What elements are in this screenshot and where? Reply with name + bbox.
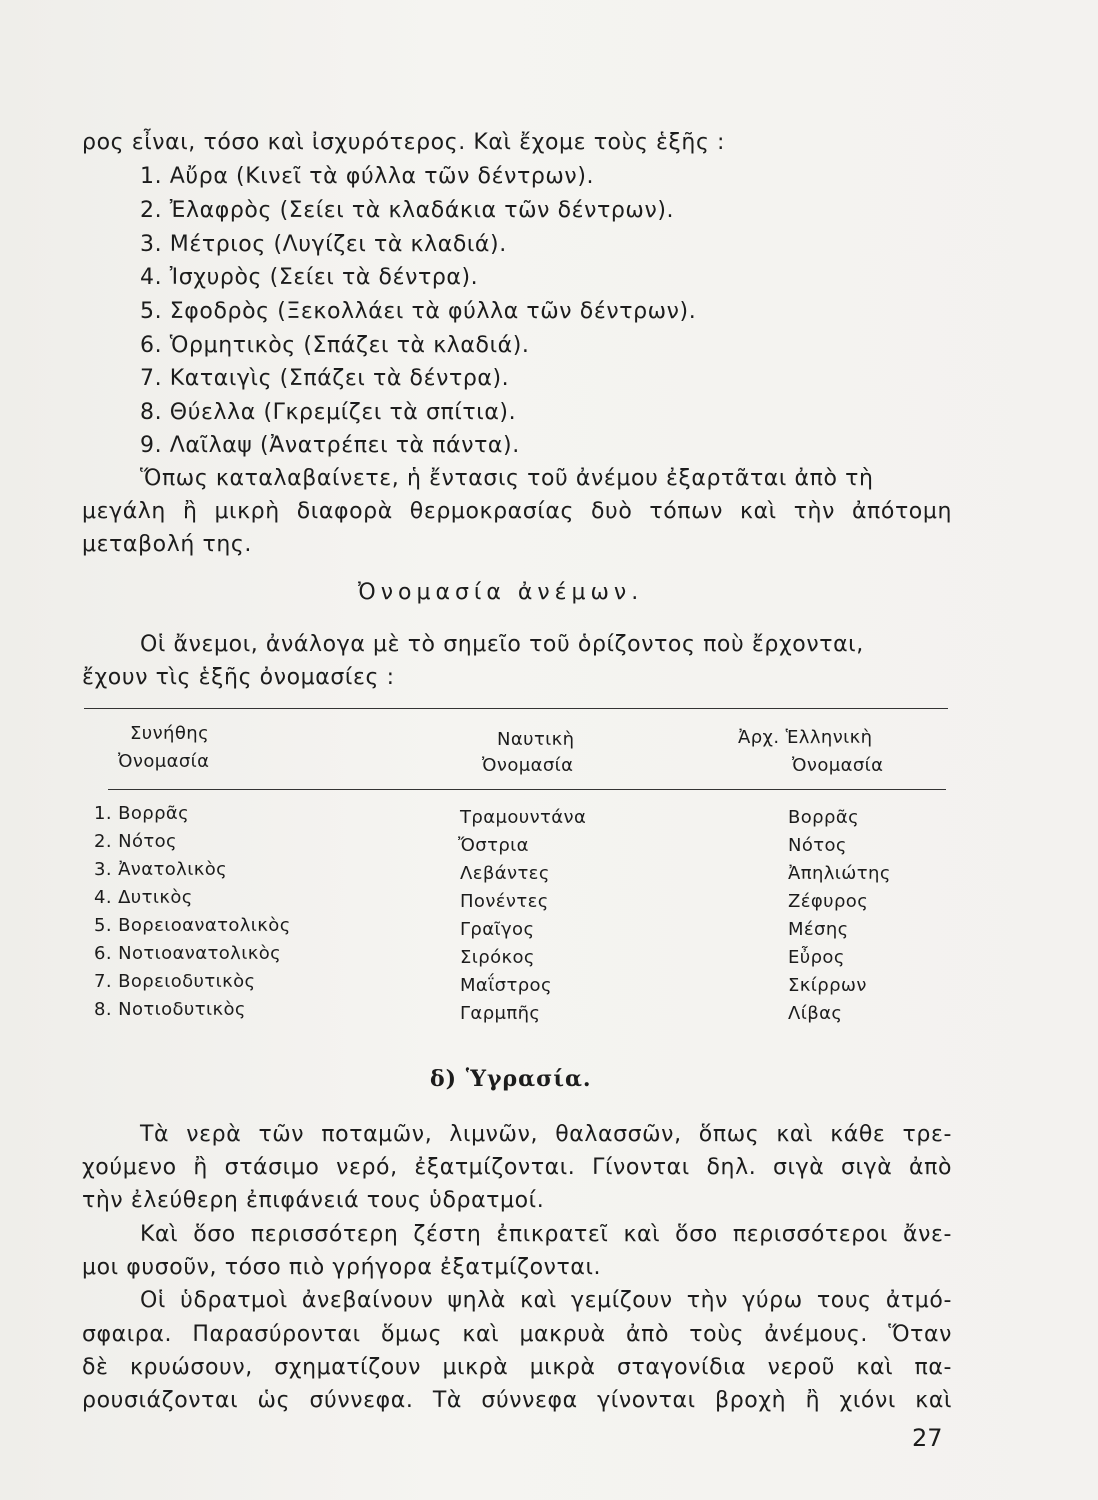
scale-item: 1. Αὔρα (Κινεῖ τὰ φύλλα τῶν δέντρων). bbox=[140, 164, 595, 189]
table-cell-common: 8. Νοτιοδυτικὸς bbox=[94, 999, 246, 1020]
table-header-nautical: Ναυτικὴ bbox=[497, 729, 575, 750]
section-title-humidity: δ) Ὑγρασία. bbox=[430, 1066, 592, 1092]
table-header-ancient: Ὀνομασία bbox=[792, 755, 884, 776]
table-cell-common: 2. Νότος bbox=[94, 831, 177, 852]
paragraph-line: τὴν ἐλεύθερη ἐπιφάνειά τους ὑδρατμοί. bbox=[82, 1188, 545, 1213]
table-cell-ancient: Ἀπηλιώτης bbox=[788, 863, 891, 884]
winds-heading: Ὀνομασία ἀνέμων. bbox=[358, 580, 644, 605]
table-cell-nautical: Πονέντες bbox=[460, 891, 549, 912]
paragraph-line: μοι φυσοῦν, τόσο πιὸ γρήγορα ἐξατμίζονται. bbox=[82, 1255, 602, 1280]
table-cell-nautical: Γραῖγος bbox=[460, 919, 535, 940]
scale-item: 3. Μέτριος (Λυγίζει τὰ κλαδιά). bbox=[140, 232, 507, 257]
scale-item: 6. Ὁρμητικὸς (Σπάζει τὰ κλαδιά). bbox=[140, 333, 530, 358]
paragraph-line: ἔχουν τὶς ἑξῆς ὀνομασίες : bbox=[82, 665, 395, 690]
table-cell-nautical: Λεβάντες bbox=[460, 863, 550, 884]
table-cell-common: 3. Ἀνατολικὸς bbox=[94, 859, 228, 880]
scale-item: 5. Σφοδρὸς (Ξεκολλάει τὰ φύλλα τῶν δέντρων). bbox=[140, 299, 697, 324]
table-cell-nautical: Σιρόκος bbox=[460, 947, 535, 968]
table-cell-nautical: Μαΐστρος bbox=[460, 975, 552, 996]
paragraph-line: σφαιρα. Παρασύρονται ὅμως καὶ μακρυὰ ἀπὸ τοὺς ἀνέμους. Ὅταν bbox=[82, 1322, 952, 1347]
table-cell-common: 1. Βορρᾶς bbox=[94, 803, 190, 824]
paragraph-line: Οἱ ἄνεμοι, ἀνάλογα μὲ τὸ σημεῖο τοῦ ὁρίζοντος ποὺ ἔρχονται, bbox=[140, 632, 864, 657]
scale-item: 9. Λαῖλαψ (Ἀνατρέπει τὰ πάντα). bbox=[140, 433, 520, 458]
table-cell-nautical: Γαρμπῆς bbox=[460, 1003, 541, 1024]
table-cell-common: 6. Νοτιοανατολικὸς bbox=[94, 943, 282, 964]
table-cell-ancient: Εὖρος bbox=[788, 947, 845, 968]
table-header-common: Συνήθης bbox=[130, 723, 210, 744]
paragraph-line: ρουσιάζονται ὡς σύννεφα. Τὰ σύννεφα γίνονται βροχὴ ἢ χιόνι καὶ bbox=[82, 1388, 952, 1413]
scale-item: 8. Θύελλα (Γκρεμίζει τὰ σπίτια). bbox=[140, 400, 517, 425]
table-cell-common: 5. Βορειοανατολικὸς bbox=[94, 915, 291, 936]
table-cell-ancient: Σκίρρων bbox=[788, 975, 867, 996]
table-cell-nautical: Ὄστρια bbox=[458, 835, 529, 856]
table-cell-ancient: Νότος bbox=[788, 835, 847, 856]
table-cell-ancient: Μέσης bbox=[788, 919, 849, 940]
paragraph-line: χούμενο ἢ στάσιμο νερό, ἐξατμίζονται. Γίνονται δηλ. σιγὰ σιγὰ ἀπὸ bbox=[82, 1155, 952, 1180]
paragraph-line: μεγάλη ἢ μικρὴ διαφορὰ θερμοκρασίας δυὸ τόπων καὶ τὴν ἀπότομη bbox=[82, 499, 952, 524]
paragraph-line: Ὅπως καταλαβαίνετε, ἡ ἔντασις τοῦ ἀνέμου ἐξαρτᾶται ἀπὸ τὴ bbox=[140, 466, 874, 491]
scale-item: 4. Ἰσχυρὸς (Σείει τὰ δέντρα). bbox=[140, 265, 479, 290]
scale-item: 2. Ἐλαφρὸς (Σείει τὰ κλαδάκια τῶν δέντρων). bbox=[140, 198, 675, 223]
table-cell-nautical: Τραμουντάνα bbox=[460, 807, 587, 828]
paragraph-line: μεταβολή της. bbox=[82, 532, 252, 557]
paragraph-line: Οἱ ὑδρατμοὶ ἀνεβαίνουν ψηλὰ καὶ γεμίζουν τὴν γύρω τους ἀτμό- bbox=[140, 1288, 952, 1313]
table-header-common: Ὀνομασία bbox=[118, 751, 210, 772]
table-cell-common: 4. Δυτικὸς bbox=[94, 887, 193, 908]
table-cell-ancient: Ζέφυρος bbox=[788, 891, 869, 912]
paragraph-line: δὲ κρυώσουν, σχηματίζουν μικρὰ μικρὰ σταγονίδια νεροῦ καὶ πα- bbox=[82, 1355, 952, 1380]
table-top-rule bbox=[84, 708, 948, 709]
intro-line: ρος εἶναι, τόσο καὶ ἰσχυρότερος. Καὶ ἔχομε τοὺς ἑξῆς : bbox=[82, 130, 726, 155]
scale-item: 7. Καταιγὶς (Σπάζει τὰ δέντρα). bbox=[140, 366, 510, 391]
table-cell-common: 7. Βορειοδυτικὸς bbox=[94, 971, 256, 992]
table-header-rule bbox=[108, 789, 946, 790]
paragraph-line: Τὰ νερὰ τῶν ποταμῶν, λιμνῶν, θαλασσῶν, ὅπως καὶ κάθε τρε- bbox=[140, 1122, 952, 1147]
paragraph-line: Καὶ ὅσο περισσότερη ζέστη ἐπικρατεῖ καὶ ὅσο περισσότεροι ἄνε- bbox=[140, 1222, 952, 1247]
table-cell-ancient: Βορρᾶς bbox=[788, 807, 860, 828]
table-header-nautical: Ὀνομασία bbox=[482, 755, 574, 776]
page-number: 27 bbox=[912, 1424, 943, 1452]
table-header-ancient: Ἀρχ. Ἑλληνικὴ bbox=[738, 727, 873, 748]
table-cell-ancient: Λίβας bbox=[788, 1003, 843, 1024]
